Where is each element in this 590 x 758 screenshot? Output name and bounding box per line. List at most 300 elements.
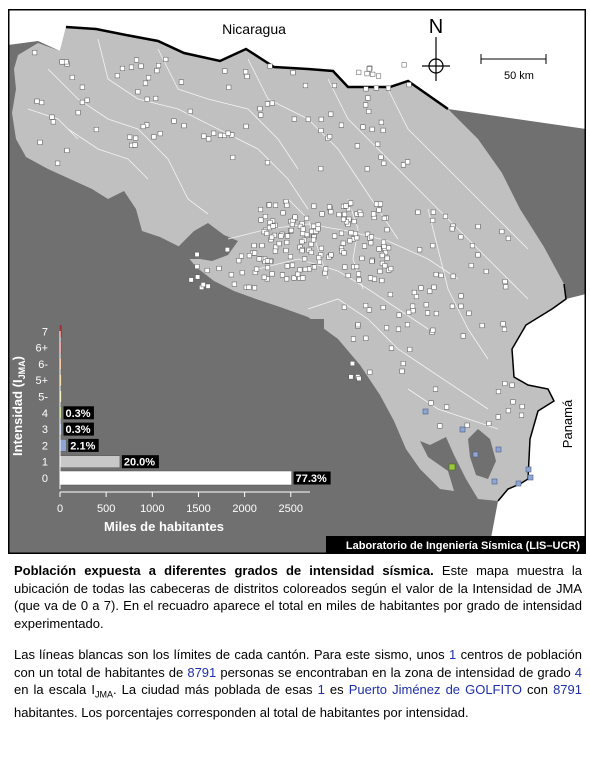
district-marker [366, 96, 371, 101]
caption-body: Este mapa muestra la ubicación de todas las cabeceras de distritos coloreados según el valor de la Intensidad de JMA (que va de 0 a 7). En el recuadro aparece el total en miles de habitantes por grado de intensidad experimentado. [14, 563, 582, 631]
district-marker [348, 239, 353, 244]
district-marker [365, 71, 370, 76]
district-marker [285, 234, 290, 239]
district-marker [339, 231, 344, 236]
district-marker [401, 163, 406, 168]
district-marker [459, 235, 464, 240]
district-marker [205, 268, 210, 273]
district-marker [357, 278, 362, 283]
district-marker [359, 212, 364, 217]
caption-text: con [527, 682, 548, 697]
district-marker [268, 64, 273, 69]
district-marker [311, 224, 316, 229]
district-marker [201, 282, 206, 287]
chart-y-tick-label: 5- [38, 391, 48, 404]
district-marker [155, 68, 160, 73]
district-marker [80, 85, 85, 90]
district-marker [133, 143, 138, 148]
district-marker [410, 304, 415, 309]
district-marker [470, 243, 475, 248]
district-marker [500, 229, 505, 234]
district-marker [476, 224, 481, 229]
district-marker [332, 234, 337, 239]
district-marker [259, 218, 264, 223]
district-marker [343, 265, 348, 270]
district-marker [270, 101, 275, 106]
chart-y-tick-label: 0 [41, 473, 48, 485]
district-marker [329, 210, 334, 215]
district-marker [179, 80, 184, 85]
district-marker-intensity-2 [526, 467, 531, 472]
district-marker [368, 370, 373, 375]
district-marker [405, 160, 410, 165]
district-marker [139, 64, 144, 69]
district-marker [344, 204, 349, 209]
chart-y-tick-label: 7 [41, 326, 48, 339]
district-marker [301, 227, 306, 232]
district-marker [377, 247, 382, 252]
chart-percent-label: 0.3% [65, 407, 91, 420]
chart-x-tick-label: 0 [56, 503, 64, 515]
district-marker-intensity-2 [516, 481, 521, 486]
district-marker [383, 264, 388, 269]
district-marker [240, 270, 245, 275]
district-marker [430, 218, 435, 223]
label-panama: Panamá [560, 399, 575, 449]
district-marker [459, 294, 464, 299]
district-marker [382, 244, 387, 249]
chart-y-tick-label: 5+ [35, 375, 48, 388]
district-marker [379, 155, 384, 160]
district-marker [382, 216, 387, 221]
district-marker [237, 258, 242, 263]
district-marker [428, 289, 433, 294]
district-marker [355, 144, 360, 149]
chart-x-tick-label: 500 [96, 503, 116, 515]
district-marker [364, 336, 369, 341]
district-marker [262, 275, 267, 280]
district-marker [247, 285, 252, 290]
district-marker [284, 248, 289, 253]
district-marker [319, 166, 324, 171]
district-marker [281, 211, 286, 216]
district-marker [158, 131, 163, 136]
district-marker [232, 282, 237, 287]
district-marker [32, 50, 37, 55]
district-marker [270, 235, 275, 240]
district-marker [60, 60, 64, 64]
district-marker-intensity-2 [460, 427, 465, 432]
district-marker [365, 167, 370, 172]
district-marker [284, 277, 289, 282]
district-marker [195, 275, 200, 280]
district-marker [361, 125, 366, 130]
district-marker [332, 83, 337, 88]
district-marker [378, 202, 383, 207]
district-marker [484, 269, 489, 274]
caption-text: centros de población con un total de habitantes de [14, 647, 582, 680]
district-marker [153, 96, 158, 101]
district-marker [519, 413, 524, 418]
north-label: N [428, 16, 444, 38]
district-marker [300, 248, 305, 253]
district-marker [389, 266, 394, 271]
district-marker [298, 268, 303, 273]
caption-text: en la escala I [14, 682, 95, 697]
district-marker [300, 231, 305, 236]
district-marker [206, 137, 211, 142]
district-marker [434, 311, 439, 316]
district-marker [323, 267, 328, 272]
district-marker [85, 98, 90, 103]
district-marker [206, 284, 211, 289]
district-marker [367, 308, 372, 313]
chart-percent-label: 20.0% [123, 456, 156, 469]
district-marker [400, 369, 405, 374]
district-marker [316, 227, 321, 232]
district-marker [211, 131, 216, 136]
caption-text: . La ciudad más poblada de esas [112, 682, 313, 697]
district-marker [309, 229, 314, 234]
district-marker [195, 264, 200, 269]
district-marker [323, 271, 328, 276]
caption-grade: 4 [574, 664, 582, 680]
credit-label: Laboratorio de Ingeniería Sísmica (LIS–UCR) [345, 540, 580, 552]
district-marker [503, 279, 508, 284]
district-marker [164, 57, 169, 62]
chart-y-tick-label: 6+ [35, 342, 48, 355]
district-marker [273, 249, 278, 254]
district-marker [303, 267, 308, 272]
caption-title: Población expuesta a diferentes grados de intensidad sísmica. [14, 563, 434, 578]
district-marker [70, 75, 75, 80]
district-marker [290, 263, 295, 268]
district-marker [362, 244, 367, 249]
district-marker [320, 212, 325, 217]
district-marker [263, 214, 268, 219]
district-marker [319, 128, 324, 133]
district-marker [357, 70, 362, 75]
district-marker [346, 273, 351, 278]
district-marker [371, 72, 376, 77]
district-marker [511, 400, 516, 405]
district-marker [360, 256, 365, 261]
district-marker [469, 263, 474, 268]
district-marker [145, 97, 150, 102]
district-marker [382, 161, 387, 166]
district-marker [259, 113, 264, 118]
map-figure [8, 9, 586, 554]
district-marker [397, 313, 402, 318]
district-marker [327, 205, 332, 210]
district-marker [127, 135, 131, 140]
district-marker [408, 347, 413, 352]
district-marker [76, 110, 81, 115]
district-marker [352, 219, 357, 224]
district-marker [245, 74, 250, 79]
district-marker [258, 106, 263, 111]
district-marker [252, 251, 257, 256]
caption-text: Las líneas blancas son los límites de cada cantón. Para este sismo, unos [14, 647, 445, 662]
district-marker [247, 253, 252, 258]
district-marker [304, 216, 309, 221]
district-marker [291, 70, 296, 75]
district-marker [381, 240, 386, 245]
chart-y-tick-label: 4 [41, 407, 48, 420]
district-marker [293, 215, 298, 220]
district-marker [371, 212, 376, 217]
district-marker [289, 228, 294, 233]
district-marker [51, 120, 56, 125]
district-marker [364, 87, 369, 92]
district-marker-intensity-4 [449, 464, 455, 470]
district-marker [303, 83, 308, 88]
district-marker [309, 250, 314, 255]
district-marker [432, 285, 437, 290]
district-marker [380, 253, 385, 258]
district-marker [252, 286, 256, 291]
district-marker [35, 99, 40, 104]
district-marker [450, 304, 455, 309]
district-marker [136, 90, 141, 95]
district-marker [370, 259, 375, 264]
chart-background [8, 319, 324, 541]
district-marker [381, 128, 386, 133]
caption-population: 8791 [553, 682, 582, 697]
chart-bar-2 [60, 439, 66, 451]
district-marker [386, 86, 391, 91]
population-chart [8, 319, 331, 541]
district-marker [225, 247, 230, 252]
chart-y-axis-label: Intensidad $(I_{JMA})$ [10, 356, 27, 456]
district-marker [353, 231, 358, 236]
district-marker [301, 276, 306, 281]
district-marker [416, 210, 421, 215]
caption-population: 8791 [187, 664, 217, 680]
district-marker [379, 120, 384, 125]
district-marker [265, 231, 270, 236]
district-marker [80, 100, 85, 105]
district-marker [439, 273, 444, 278]
district-marker [141, 124, 146, 129]
district-marker [337, 212, 342, 217]
district-marker [312, 265, 317, 270]
caption-count: 1 [449, 647, 457, 662]
district-marker [351, 337, 356, 342]
district-marker [389, 346, 394, 351]
district-marker [342, 305, 347, 310]
district-marker [476, 253, 481, 258]
district-marker [226, 131, 231, 136]
district-marker [349, 375, 354, 380]
district-marker [311, 238, 316, 243]
district-marker [417, 248, 422, 253]
district-marker [459, 304, 464, 309]
district-marker [431, 243, 436, 248]
district-marker [319, 117, 324, 122]
chart-y-tick-label: 3 [41, 424, 48, 437]
district-marker [279, 234, 284, 239]
district-marker [467, 311, 472, 316]
district-marker [396, 327, 401, 332]
district-marker [438, 424, 443, 429]
district-marker [305, 232, 310, 237]
chart-x-tick-label: 2500 [278, 503, 304, 515]
district-marker [257, 257, 262, 262]
district-marker [329, 112, 334, 117]
district-marker [285, 203, 290, 208]
district-marker [133, 136, 138, 141]
district-marker [496, 415, 501, 420]
district-marker [243, 70, 248, 75]
district-marker [520, 404, 525, 409]
district-marker [385, 227, 390, 232]
caption-text: habitantes. Los porcentajes corresponden al total de habitantes por intensidad. [14, 705, 469, 721]
district-marker [510, 383, 515, 388]
district-marker [239, 254, 244, 259]
district-marker [223, 69, 228, 74]
district-marker [39, 100, 44, 105]
district-marker [356, 272, 361, 277]
district-marker [329, 253, 334, 258]
district-marker [152, 135, 157, 140]
district-marker [419, 286, 424, 291]
district-marker [288, 254, 293, 259]
district-marker [367, 109, 372, 114]
district-marker [380, 278, 385, 283]
district-marker [267, 203, 272, 208]
district-marker [412, 290, 417, 295]
district-marker [376, 74, 381, 79]
district-marker-intensity-2 [528, 475, 533, 480]
district-marker [129, 65, 134, 70]
district-marker [348, 201, 353, 206]
district-marker-intensity-2 [423, 409, 428, 414]
district-marker [277, 241, 282, 246]
district-marker [381, 305, 386, 310]
district-marker [444, 405, 449, 410]
label-nicaragua: Nicaragua [222, 21, 286, 37]
district-marker [443, 214, 448, 219]
district-marker [258, 207, 263, 212]
district-marker [461, 334, 466, 339]
district-marker [156, 63, 161, 68]
district-marker [370, 127, 375, 132]
district-marker [317, 255, 322, 260]
district-marker [496, 389, 501, 394]
district-marker [309, 242, 314, 247]
district-marker [357, 376, 362, 381]
district-marker [244, 124, 249, 129]
chart-bar-1 [60, 456, 120, 468]
district-marker [431, 328, 436, 333]
district-marker [433, 387, 438, 392]
district-marker [369, 241, 374, 246]
chart-x-tick-label: 1000 [140, 503, 165, 515]
district-marker [487, 421, 492, 426]
district-marker [425, 311, 430, 316]
district-marker-intensity-2 [473, 452, 478, 457]
district-marker [327, 134, 332, 139]
chart-percent-label: 0.3% [65, 424, 91, 437]
district-marker [342, 251, 347, 256]
caption-subscript: JMA [94, 689, 113, 700]
district-marker [265, 160, 270, 165]
district-marker [319, 246, 324, 251]
district-marker [367, 67, 372, 72]
district-marker [429, 401, 434, 406]
district-marker [402, 63, 407, 68]
chart-y-tick-label: 6- [38, 358, 48, 371]
chart-bar-0 [60, 471, 292, 485]
district-marker [64, 60, 69, 65]
district-marker [143, 81, 148, 86]
district-marker [296, 272, 301, 277]
district-marker [260, 243, 265, 248]
scale-label: 50 km [504, 70, 534, 82]
district-marker [265, 265, 270, 270]
caption-text: es [329, 682, 344, 697]
district-marker [172, 119, 177, 124]
chart-y-tick-label: 1 [41, 456, 48, 469]
district-marker [252, 243, 256, 248]
district-marker [363, 303, 368, 308]
district-marker [195, 252, 200, 257]
chart-x-axis-label: Miles de habitantes [104, 519, 224, 534]
district-marker [55, 161, 60, 166]
district-marker [405, 322, 410, 327]
district-marker [302, 257, 307, 262]
district-marker [227, 85, 232, 90]
district-marker [369, 235, 374, 240]
caption-text: personas se encontraban en la zona de intensidad de grado [220, 664, 571, 680]
district-marker [354, 264, 359, 269]
district-marker [424, 303, 429, 308]
district-marker [300, 239, 305, 244]
district-marker [115, 73, 120, 78]
district-marker [202, 134, 207, 139]
district-marker [368, 276, 373, 281]
district-marker [254, 267, 259, 272]
district-marker [218, 133, 223, 138]
district-marker [375, 142, 380, 147]
district-marker [341, 217, 346, 222]
district-marker-intensity-2 [492, 479, 497, 484]
district-marker [271, 224, 276, 229]
district-marker [50, 115, 55, 120]
district-marker [501, 322, 506, 327]
district-marker [229, 273, 234, 278]
chart-x-tick-label: 2000 [232, 503, 257, 515]
district-marker [182, 123, 187, 128]
district-marker [285, 264, 290, 269]
district-marker [465, 423, 470, 428]
chart-percent-label: 2.1% [70, 440, 96, 453]
district-marker [414, 294, 419, 299]
district-marker [285, 240, 290, 245]
district-marker [350, 361, 355, 366]
district-marker [386, 246, 391, 251]
district-marker [270, 272, 275, 277]
district-marker [342, 212, 347, 217]
district-marker [231, 155, 236, 160]
map-panel [8, 9, 586, 554]
district-marker [134, 58, 139, 63]
district-marker [363, 103, 368, 108]
district-marker [189, 278, 194, 283]
district-marker [434, 272, 439, 277]
district-marker [407, 82, 412, 87]
